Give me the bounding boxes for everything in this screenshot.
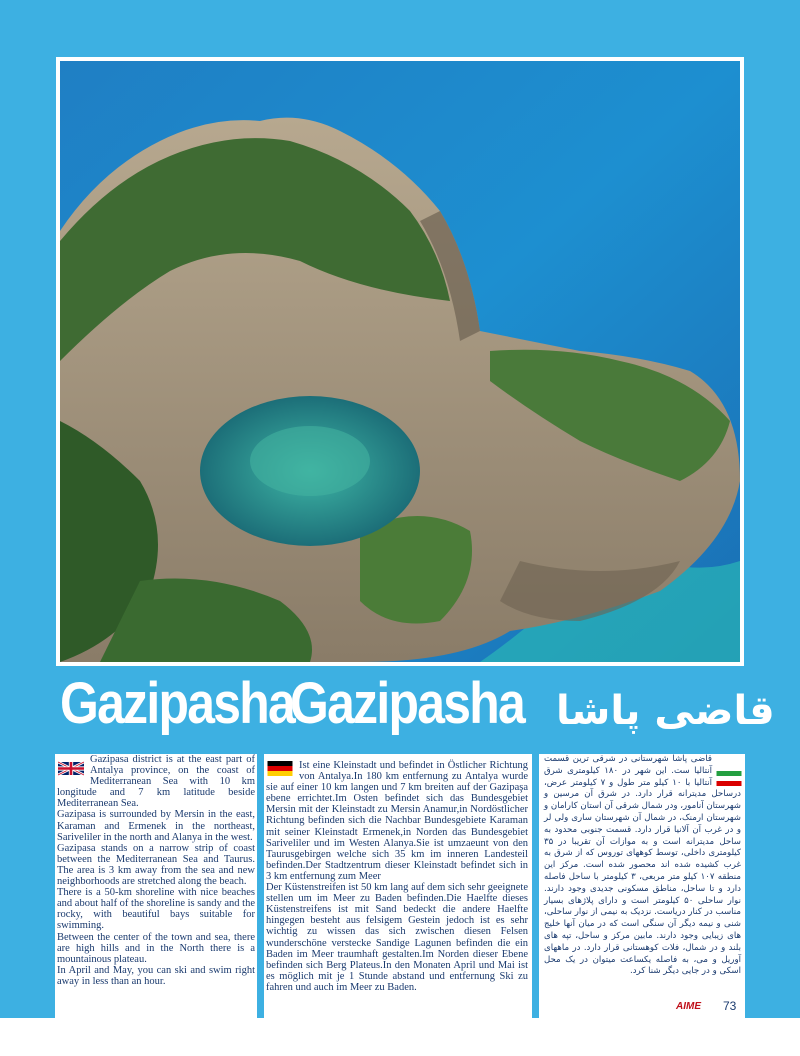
coastal-rock-photo	[60, 61, 740, 662]
english-paragraph-6: In April and May, you can ski and swim right away in less than an hour.	[57, 964, 255, 987]
english-paragraph-2: Gazipasa is surrounded by Mersin in the east, Karaman and Ermenek in the northeast, Sariveliler in the north and Alanya in the west.	[57, 809, 255, 843]
german-column	[264, 754, 532, 1020]
title-german: Gazipasha	[290, 671, 525, 736]
persian-paragraph: قاضی پاشا شهرستانی در شرقی ترین قسمت آنتالیا ست. این شهر در ۱۸۰ کیلومتری شرق آنتالیا با ۱۰ کیلو متر طول و ۷ کیلومتر عرض، درساحل مدیترانه قرار دارد. در شرق آن مرسین و شهرستان آنامور، ودر شمال شرقی آن استان کارامان و شهرستان ارمنک، در شمال آن شهرستان ساری ولی لر و در غرب آن آلانیا قرار دارد. قسمت جنوبی محدود به ساحل مدیترانه است و به موازات آن تقریبا در ۳۵ کیلومتری داخلی، توسط کوههای توروس که از شرق به غرب کشیده شده اند محصور شده است. مرکز این منطقه ۱۰۷ کیلو متر مربعی، ۳ کیلومتر با ساحل فاصله دارد و تا ساحل، مناطق مسکونی جدیدی وجود دارند. نوار ساحلی ۵۰ کیلومتر است و دارای پلاژهای بسیار مناسب در کنار دریاست. نزدیک به نیمی از نوار ساحلی، شنی و نیمه دیگر آن سنگی است که در میان آنها خلیج های زیبایی وجود دارند. مابین مرکز و ساحل، تپه های بلند و در شمال، فلات کوهستانی قرار دارد. در ماههای آوریل و می، به فاصله یکساعت میتوان در یک محل اسکی و در جایی دیگر شنا کرد.	[544, 754, 741, 977]
english-paragraph-3: Gazipasa stands on a narrow strip of coast between the Mediterranean Sea and Taurus. The area is 3 km away from the sea and new neighborhoods are stretched along the beach.	[57, 842, 255, 888]
english-column	[55, 754, 257, 1020]
iran-flag-icon	[716, 771, 742, 786]
title-persian: قاضی پاشا	[556, 688, 775, 734]
german-paragraph-1: Ist eine Kleinstadt und befindet in Östlicher Richtung von Antalya.In 180 km entfernung zu Antalya wurde sie auf einer 10 km langen und 7 km breiten auf der Gazipaşa ebene errichtet.Im Osten befindet sich das Bundesgebiet Mersin mit der Kleinstadt zu Mersin Anamur,in Nordöstlicher Richtung befinden sich die Nachbar Bundesgebiete Karaman mit seiner Kleinstadt Ermenek,in Norden das Bundesgebiet Sariveliler und im Westen Alanya.Sie ist umzaeunt von den Taurusgebirgen welche sich 35 km im inneren Landesteil befinden.Der Stadtzentrum dieser Kleinstadt befindet sich in 3 km entfernung zum Meer	[266, 760, 528, 882]
persian-column	[539, 754, 745, 1020]
footer-band	[0, 1018, 800, 1056]
english-paragraph-4: There is a 50-km shoreline with nice beaches and about half of the shoreline is sandy and the rocky, with beautiful bays suitable for swimming.	[57, 887, 255, 932]
page-number: 73	[723, 999, 737, 1013]
uk-flag-icon	[58, 761, 84, 776]
magazine-logo: AIME	[676, 1001, 701, 1012]
title-english: Gazipasha	[60, 671, 295, 736]
english-paragraph-1: Gazipasa district is at the east part of Antalya province, on the coast of Mediterranean Sea with 10 km longitude and 7 km latitude beside Mediterranean Sea.	[57, 754, 255, 810]
english-paragraph-5: Between the center of the town and sea, there are high hills and in the North there is a mountainous plateau.	[57, 931, 255, 965]
german-paragraph-2: Der Küstenstreifen ist 50 km lang auf dem sich sehr geeignete stellen um im Meer zu Baden befinden.Die Haelfte dieses Küstenstreifens ist mit Sand bedeckt die andere Haelfte hingegen besteht aus felsigem Gestein jedoch ist es sehr wichtig zu wissen das sich zwischen diesen Felsen wunderschöne verstecke Sandige Lagunen befinden die ein Baden im Meer traumhaft gestalten.Im Norden dieser Ebene befinden sich Berg Plateus.In den Monaten April und Mai ist es möglich mit je 1 Stunde abstand und entfernung Ski zu fahren und auch im Meer zu Baden.	[266, 882, 528, 993]
germany-flag-icon	[267, 761, 293, 776]
